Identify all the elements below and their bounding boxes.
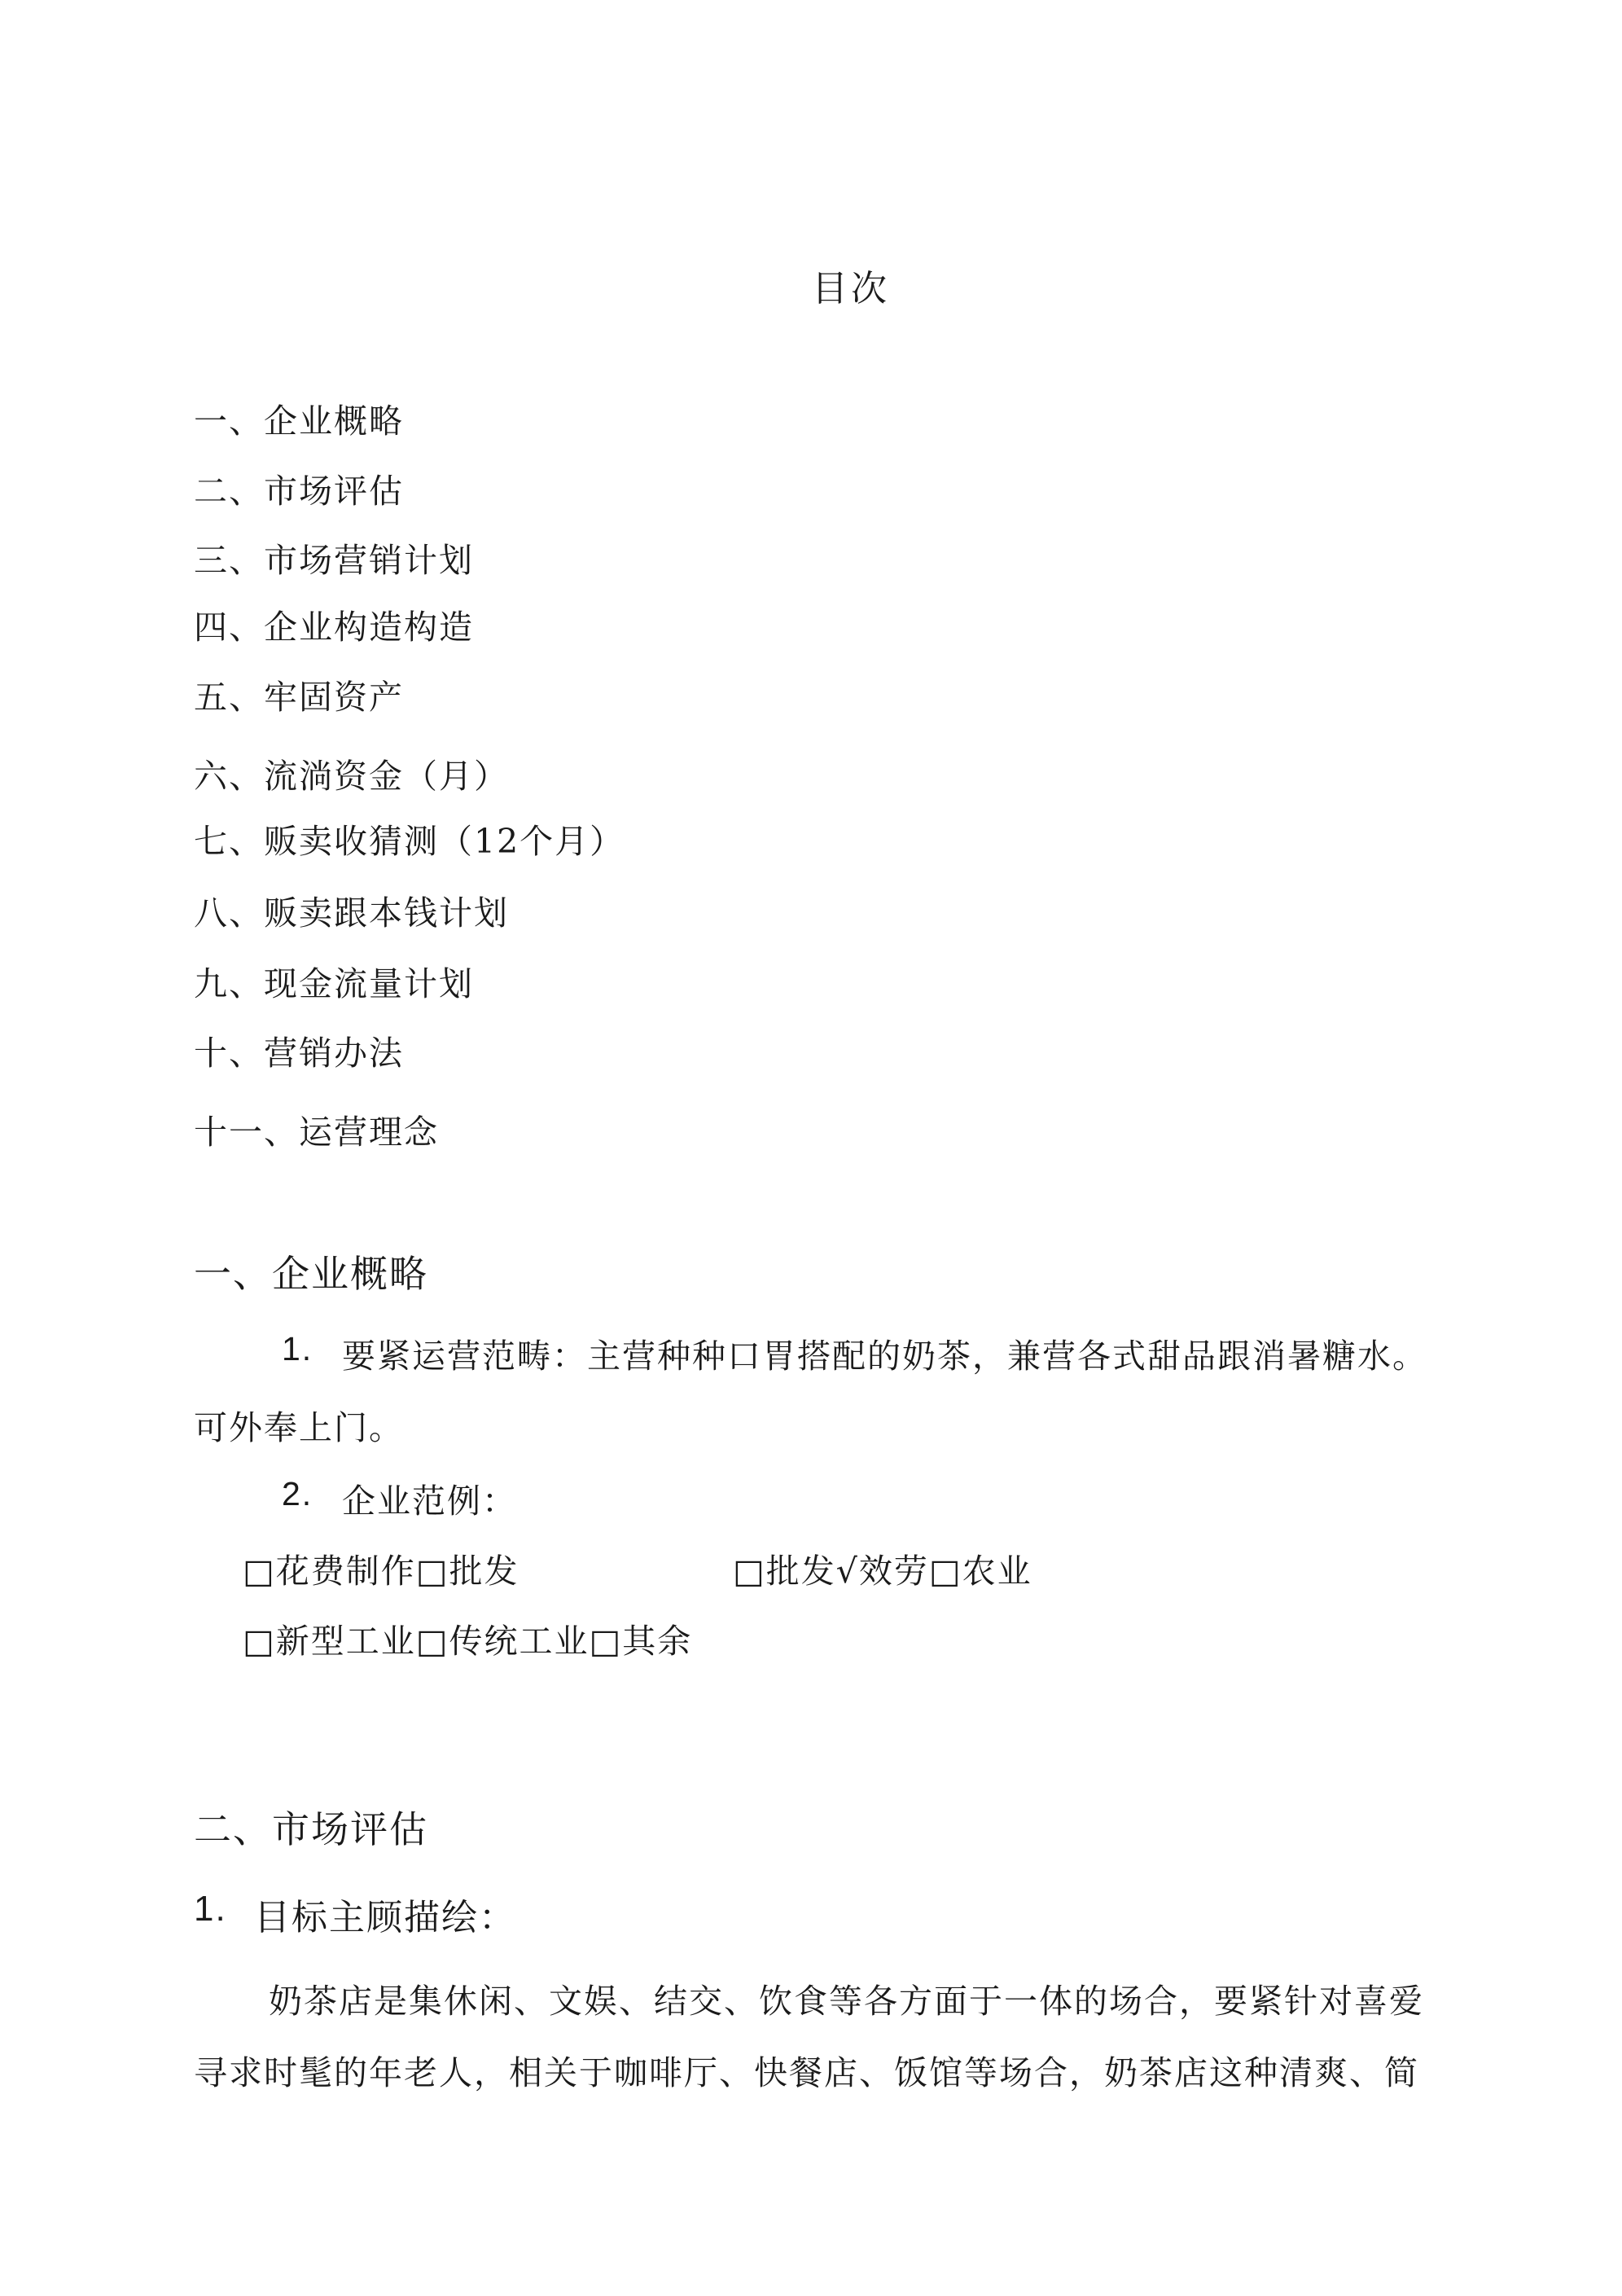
- paragraph-text: 寻求时髦的年老人，相关于咖啡厅、快餐店、饭馆等场合，奶茶店这种清爽、简: [194, 2053, 1419, 2092]
- paragraph-text: 奶茶店是集休闲、文娱、结交、饮食等各方面于一体的场合，要紧针对喜爱: [269, 1982, 1424, 2021]
- paragraph-text: 要紧运营范畴：主营种种口胃搭配的奶茶，兼营各式甜品跟消暑糖水。: [342, 1337, 1427, 1376]
- toc-item: 十、营销办法: [194, 1034, 404, 1073]
- list-number: 1.: [282, 1330, 313, 1368]
- checkbox-options: □批发√效劳□农业: [733, 1552, 1032, 1591]
- toc-item: 九、现金流量计划: [194, 964, 474, 1003]
- toc-item: 五、牢固资产: [194, 678, 404, 717]
- toc-item: 六、流淌资金（月）: [194, 757, 509, 796]
- section-heading: 一、企业概略: [194, 1252, 428, 1296]
- toc-item: 十一、运营理念: [194, 1113, 439, 1152]
- paragraph-text: 可外奉上门。: [194, 1408, 404, 1447]
- list-number: 2.: [282, 1475, 313, 1512]
- toc-item: 三、市场营销计划: [194, 541, 474, 580]
- paragraph-text: 企业范例：: [342, 1482, 517, 1521]
- checkbox-options: □花费制作□批发: [243, 1552, 519, 1591]
- toc-item: 二、市场评估: [194, 472, 404, 511]
- toc-item: 四、企业构造构造: [194, 608, 474, 647]
- toc-item: 七、贩卖收猜测（12个月）: [194, 822, 625, 861]
- toc-item: 八、贩卖跟本钱计划: [194, 893, 509, 933]
- list-number: 1.: [194, 1889, 227, 1929]
- checkbox-options: □新型工业□传统工业□其余: [243, 1622, 693, 1661]
- toc-item: 一、企业概略: [194, 402, 404, 441]
- subsection-title: 目标主顾描绘：: [254, 1897, 516, 1938]
- toc-title: 目次: [812, 268, 890, 309]
- section-heading: 二、市场评估: [194, 1807, 428, 1851]
